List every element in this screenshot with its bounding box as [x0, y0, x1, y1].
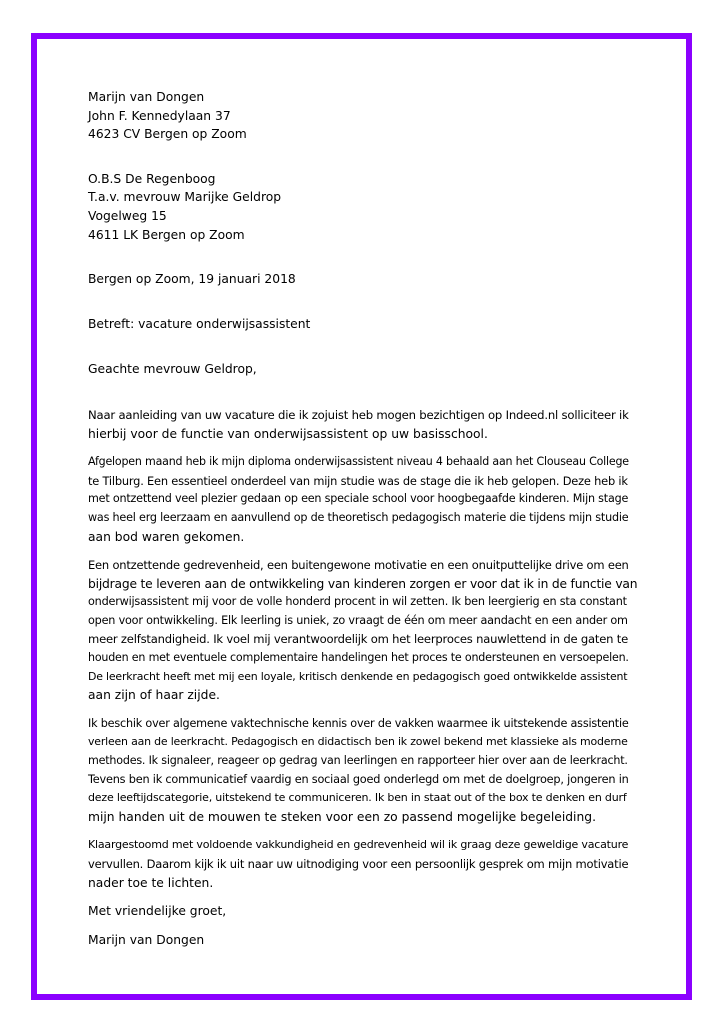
- paragraph-line: houden en met eventuele complementaire handelingen het proces te ondersteunen en versoepelen.: [88, 651, 629, 665]
- paragraph-3: [88, 556, 648, 705]
- paragraph-line: vervullen. Daarom kijk ik uit naar uw uitnodiging voor een persoonlijk gesprek om mijn motivatie: [88, 857, 629, 871]
- paragraph-line: methodes. Ik signaleer, reageer op gedrag van leerlingen en rapporteer hier over aan de leerkracht.: [88, 754, 628, 768]
- sender-name: Marijn van Dongen: [88, 90, 205, 104]
- sender-city: 4623 CV Bergen op Zoom: [88, 127, 247, 142]
- paragraph-line: Klaargestoomd met voldoende vakkundigheid en gedrevenheid wil ik graag deze geweldige vacature: [88, 838, 629, 852]
- subject-line: [88, 315, 648, 334]
- paragraph-line: Naar aanleiding van uw vacature die ik zojuist heb mogen bezichtigen op Indeed.nl solliciteer ik: [88, 407, 629, 422]
- paragraph-2: [88, 453, 648, 546]
- sender-street: John F. Kennedylaan 37: [88, 108, 231, 123]
- paragraph-line: met ontzettend veel plezier gedaan op een speciale school voor hoogbegaafde kinderen. Mijn stage: [88, 492, 629, 506]
- paragraph-line: Tevens ben ik communicatief vaardig en sociaal goed onderlegd om met de doelgroep, jongeren in: [88, 772, 629, 786]
- recipient-street: Vogelweg 15: [88, 208, 167, 223]
- paragraph-line: aan bod waren gekomen.: [88, 529, 245, 544]
- recipient-attention: T.a.v. mevrouw Marijke Geldrop: [88, 190, 282, 205]
- paragraph-line: aan zijn of haar zijde.: [88, 688, 220, 703]
- paragraph-line: Een ontzettende gedrevenheid, een buitengewone motivatie en een onuitputtelijke drive om een: [88, 558, 629, 573]
- recipient-city: 4611 LK Bergen op Zoom: [88, 227, 245, 242]
- paragraph-5: [88, 836, 648, 892]
- paragraph-line: was heel erg leerzaam en aanvullend op de theoretisch pedagogisch materie die tijdens mijn studie: [88, 510, 629, 524]
- paragraph-line: bijdrage te leveren aan de ontwikkeling van kinderen zorgen er voor dat ik in de functie van: [88, 576, 638, 591]
- paragraph-line: deze leeftijdscategorie, uitstekend te communiceren. Ik ben in staat out of the box te denken en durf: [88, 791, 627, 805]
- paragraph-line: Afgelopen maand heb ik mijn diploma onderwijsassistent niveau 4 behaald aan het Clouseau College: [88, 455, 629, 469]
- closing-text: Met vriendelijke groet,: [88, 904, 227, 919]
- date-line: [88, 270, 648, 289]
- signature: [88, 931, 648, 950]
- paragraph-4: [88, 715, 648, 827]
- sender-address: [88, 88, 648, 144]
- paragraph-line: De leerkracht heeft met mij een loyale, kritisch denkende en pedagogisch goed ontwikkelde assistent: [88, 669, 628, 683]
- paragraph-line: Ik beschik over algemene vaktechnische kennis over de vakken waarmee ik uitstekende assistentie: [88, 716, 629, 730]
- paragraph-line: onderwijsassistent mij voor de volle honderd procent in wil zetten. Ik ben leergierig en sta constant: [88, 595, 627, 609]
- paragraph-line: te Tilburg. Een essentieel onderdeel van mijn studie was de stage die ik heb gelopen. Deze heb ik: [88, 473, 628, 488]
- paragraph-line: mijn handen uit de mouwen te steken voor een zo passend mogelijke begeleiding.: [88, 809, 596, 824]
- salutation-text: Geachte mevrouw Geldrop,: [88, 362, 257, 377]
- paragraph-line: meer zelfstandigheid. Ik voel mij verantwoordelijk om het leerproces nauwlettend in de gaten te: [88, 632, 628, 647]
- recipient-address: [88, 170, 648, 244]
- paragraph-1: [88, 406, 648, 443]
- letter-body: [88, 88, 648, 949]
- date-text: Bergen op Zoom, 19 januari 2018: [88, 272, 296, 287]
- paragraph-line: verleen aan de leerkracht. Pedagogisch en didactisch ben ik zowel bekend met klassieke als moderne: [88, 735, 628, 749]
- salutation: [88, 360, 648, 379]
- recipient-organization: O.B.S De Regenboog: [88, 171, 216, 186]
- paragraph-line: open voor ontwikkeling. Elk leerling is uniek, zo vraagt de één om meer aandacht en een ander om: [88, 613, 628, 627]
- closing: [88, 902, 648, 921]
- paragraph-line: nader toe te lichten.: [88, 875, 214, 890]
- signature-name: Marijn van Dongen: [88, 932, 205, 947]
- paragraph-line: hierbij voor de functie van onderwijsassistent op uw basisschool.: [88, 426, 488, 441]
- subject-text: Betreft: vacature onderwijsassistent: [88, 316, 311, 331]
